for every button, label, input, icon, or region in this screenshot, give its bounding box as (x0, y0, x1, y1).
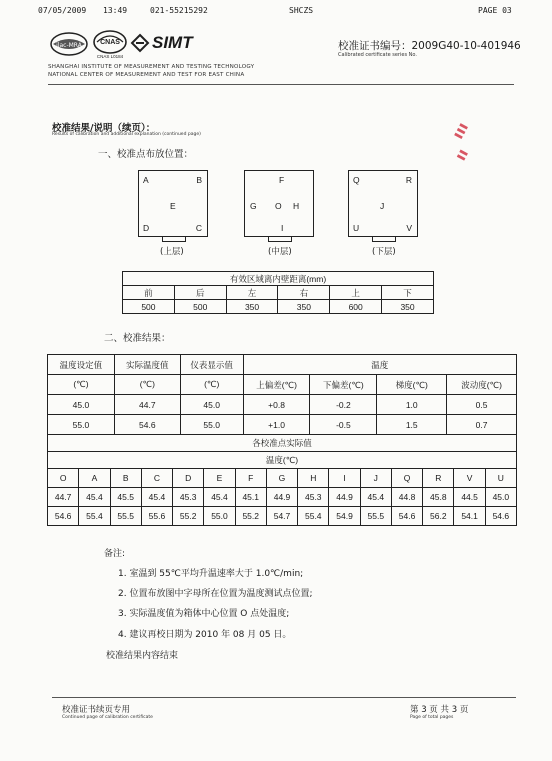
distance-value: 500 (123, 300, 175, 314)
point-value: 55.4 (79, 507, 110, 526)
point-header: R (423, 469, 454, 488)
point-header: U (485, 469, 516, 488)
point-header: I (329, 469, 360, 488)
distance-value: 350 (226, 300, 278, 314)
point-value: 45.4 (79, 488, 110, 507)
header-display: 仪表显示值 (180, 355, 243, 375)
footer-page-sub: Page of total pages (410, 715, 454, 720)
point-value: 44.9 (266, 488, 297, 507)
distance-header: 右 (278, 286, 330, 300)
point-value: 54.6 (485, 507, 516, 526)
point-label: G (250, 201, 257, 211)
table-row (48, 415, 517, 435)
point-value: 55.4 (298, 507, 329, 526)
unit-label: (℃) (180, 375, 243, 395)
point-label: H (293, 201, 300, 211)
stamp-mark: ▌▌ (457, 147, 470, 161)
cell: 45.0 (180, 395, 243, 415)
point-value: 45.3 (173, 488, 204, 507)
point-value: 54.6 (391, 507, 422, 526)
point-value: 44.8 (391, 488, 422, 507)
point-value: 45.3 (298, 488, 329, 507)
ilac-mra-text: ilac-MRA (56, 42, 82, 49)
note-item: 1. 室温到 55℃平均升温速率大于 1.0℃/min; (118, 569, 304, 579)
point-value: 44.5 (454, 488, 485, 507)
fax-page: PAGE 03 (478, 6, 512, 15)
header-lower-deviation: 下偏差(℃) (310, 375, 377, 395)
footer-left: 校准证书续页专用 (62, 705, 131, 715)
point-value: 45.5 (110, 488, 141, 507)
header-actual: 实际温度值 (114, 355, 180, 375)
point-value: 56.2 (423, 507, 454, 526)
point-label: C (195, 223, 202, 233)
note-item: 2. 位置布放图中字母所在位置为温度测试点位置; (118, 589, 313, 599)
cnas-logo (92, 30, 128, 60)
point-value: 54.6 (48, 507, 79, 526)
header-fluctuation: 波动度(℃) (447, 375, 517, 395)
point-header: O (48, 469, 79, 488)
result-table (47, 354, 517, 435)
header-gradient: 梯度(℃) (377, 375, 447, 395)
point-header: D (173, 469, 204, 488)
layer-label-middle: (中层) (268, 247, 292, 257)
footer-left-sub: Continued page of calibration certificate (62, 715, 153, 720)
point-header: G (266, 469, 297, 488)
point-label: B (196, 175, 202, 185)
cell: 1.5 (377, 415, 447, 435)
distance-table-title: 有效区域离内壁距离(mm) (123, 272, 434, 286)
point-value: 55.0 (204, 507, 235, 526)
cell: 1.0 (377, 395, 447, 415)
point-value: 44.9 (329, 488, 360, 507)
point-value: 54.9 (329, 507, 360, 526)
point-value: 44.7 (48, 488, 79, 507)
table-row (48, 488, 517, 507)
point-value: 45.4 (204, 488, 235, 507)
cnas-code: CNAS L0184 (96, 54, 124, 59)
note-item: 3. 实际温度值为箱体中心位置 O 点处温度; (118, 609, 290, 619)
point-label: U (353, 223, 360, 233)
section1-title: 一、校准点布放位置： (98, 149, 194, 160)
footer-divider (52, 697, 516, 698)
certificate-number-sub: Calibrated certificate series No. (338, 52, 417, 58)
point-label: J (380, 201, 385, 211)
point-value: 55.5 (110, 507, 141, 526)
results-subtitle: Results of calibration and additional explanation (continued page) (52, 132, 201, 137)
point-value: 45.1 (235, 488, 266, 507)
door-marker (372, 237, 396, 242)
header-temperature: 温度 (243, 355, 516, 375)
cell: -0.5 (310, 415, 377, 435)
simt-emblem-icon (130, 33, 150, 53)
cell: +0.8 (243, 395, 310, 415)
note-item: 4. 建议再校日期为 2010 年 08 月 05 日。 (118, 630, 292, 640)
point-label: Q (353, 175, 360, 185)
header-setpoint: 温度设定值 (48, 355, 115, 375)
stamp-mark: ▌▌▌ (454, 120, 470, 140)
point-value: 55.2 (235, 507, 266, 526)
fax-time: 13:49 (103, 6, 128, 15)
distance-header: 下 (382, 286, 434, 300)
points-table (47, 434, 517, 526)
distance-value: 350 (382, 300, 434, 314)
fax-phone: 021-55215292 (150, 6, 208, 15)
unit-label: (℃) (48, 375, 115, 395)
cell: 44.7 (114, 395, 180, 415)
certificate-number: 校准证书编号：2009G40-10-401946 (338, 40, 521, 52)
section2-title: 二、校准结果： (104, 333, 171, 344)
point-header: Q (391, 469, 422, 488)
cell: 54.6 (114, 415, 180, 435)
point-header: A (79, 469, 110, 488)
point-label: D (143, 223, 150, 233)
point-value: 45.4 (360, 488, 391, 507)
point-label: I (281, 223, 284, 233)
points-header-row (48, 469, 517, 488)
cell: +1.0 (243, 415, 310, 435)
layer-box-lower (348, 170, 418, 237)
distance-header: 前 (123, 286, 175, 300)
footer-page: 第 3 页 共 3 页 (410, 705, 469, 715)
notes-title: 备注: (104, 549, 126, 559)
point-header: E (204, 469, 235, 488)
point-value: 45.8 (423, 488, 454, 507)
point-label: R (405, 175, 412, 185)
cell: 55.0 (180, 415, 243, 435)
layer-box-middle (244, 170, 314, 237)
table-row (48, 395, 517, 415)
point-label: O (275, 201, 282, 211)
cell: 45.0 (48, 395, 115, 415)
point-label: A (143, 175, 149, 185)
distance-header: 左 (226, 286, 278, 300)
point-value: 55.2 (173, 507, 204, 526)
cell: -0.2 (310, 395, 377, 415)
cell: 0.5 (447, 395, 517, 415)
fax-sender: SHCZS (289, 6, 314, 15)
unit-label: (℃) (114, 375, 180, 395)
header-upper-deviation: 上偏差(℃) (243, 375, 310, 395)
layer-label-lower: (下层) (372, 247, 396, 257)
table-row (48, 507, 517, 526)
point-header: C (141, 469, 172, 488)
brand-simt: SIMT (152, 33, 193, 52)
notes-end: 校准结果内容结束 (106, 651, 179, 661)
distance-header: 后 (174, 286, 226, 300)
ilac-mra-logo (50, 32, 88, 56)
door-marker (268, 237, 292, 242)
point-header: V (454, 469, 485, 488)
point-value: 45.0 (485, 488, 516, 507)
door-marker (162, 237, 186, 242)
layer-box-upper (138, 170, 208, 237)
points-table-title: 各校准点实际值 (48, 435, 517, 452)
point-header: J (360, 469, 391, 488)
distance-header: 上 (330, 286, 382, 300)
point-value: 55.5 (360, 507, 391, 526)
point-label: E (170, 201, 176, 211)
point-label: F (279, 175, 285, 185)
cell: 0.7 (447, 415, 517, 435)
point-value: 45.4 (141, 488, 172, 507)
point-value: 55.6 (141, 507, 172, 526)
distance-value: 350 (278, 300, 330, 314)
point-label: V (406, 223, 412, 233)
institute-line1: SHANGHAI INSTITUTE OF MEASUREMENT AND TESTING TECHNOLOGY (48, 64, 255, 70)
layer-label-upper: (上层) (160, 247, 184, 257)
cell: 55.0 (48, 415, 115, 435)
point-value: 54.1 (454, 507, 485, 526)
cnas-text: CNAS (100, 39, 120, 46)
distance-value: 600 (330, 300, 382, 314)
point-value: 54.7 (266, 507, 297, 526)
header-divider (48, 84, 514, 85)
results-title: 校准结果/说明（续页）： (52, 123, 156, 134)
institute-line2: NATIONAL CENTER OF MEASUREMENT AND TEST FOR EAST CHINA (48, 72, 245, 78)
fax-date: 07/05/2009 (38, 6, 87, 15)
distance-value: 500 (174, 300, 226, 314)
point-header: B (110, 469, 141, 488)
points-table-subtitle: 温度(℃) (48, 452, 517, 469)
point-header: F (235, 469, 266, 488)
point-header: H (298, 469, 329, 488)
distance-table (122, 271, 434, 314)
